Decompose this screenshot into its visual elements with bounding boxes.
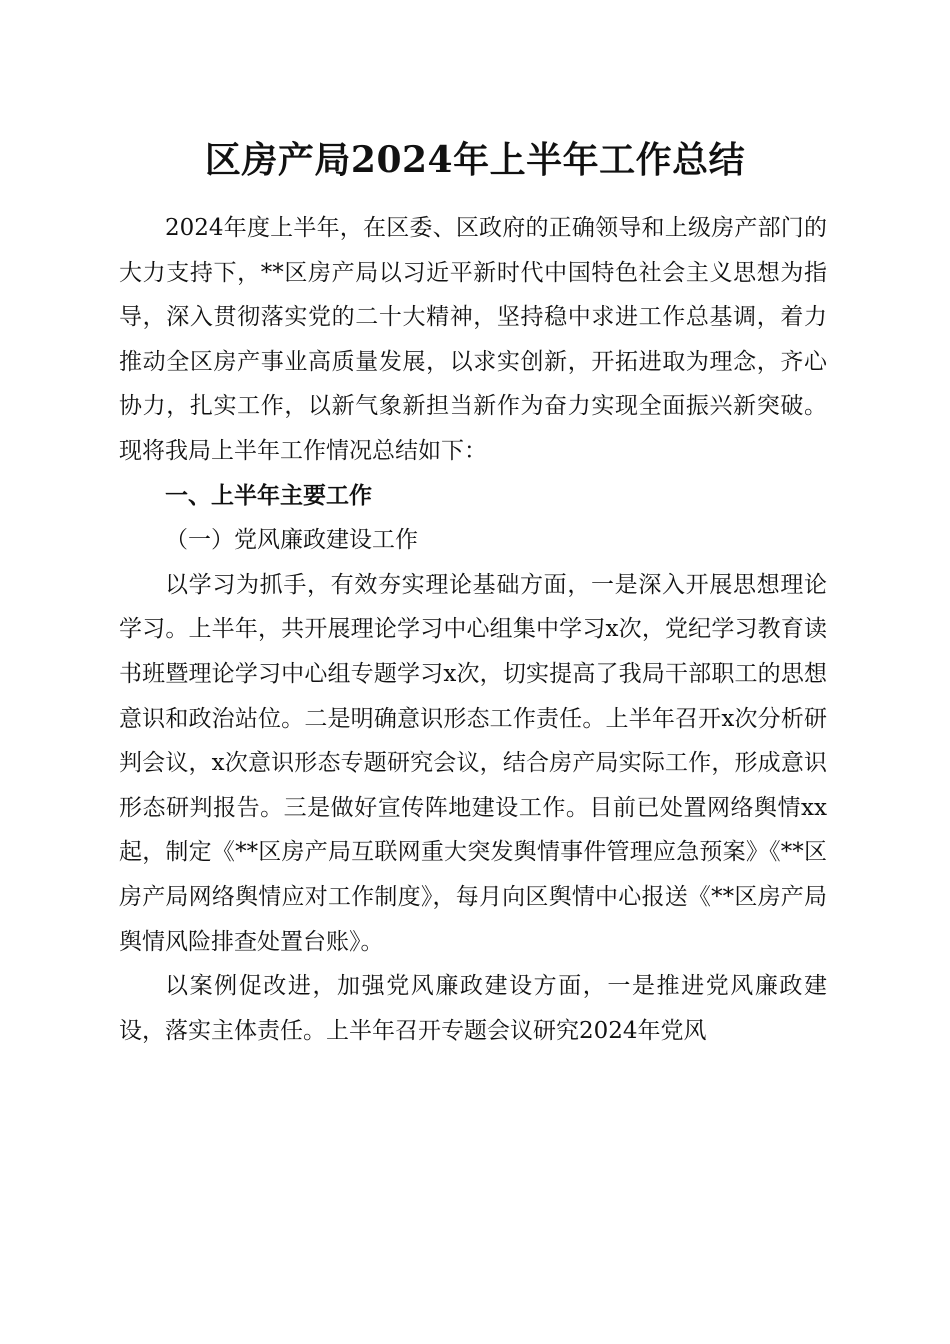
document-body bbox=[119, 206, 827, 1053]
document-title: 区房产局2024年上半年工作总结 bbox=[204, 139, 746, 181]
subsection-heading-party-conduct: （一）党风廉政建设工作 bbox=[165, 527, 418, 554]
body-paragraph-study: 以学习为抓手，有效夯实理论基础方面，一是深入开展思想理论学习。上半年，共开展理论学习中心组集中学习x次，党纪学习教育读书班暨理论学习中心组专题学习x次，切实提高了我局干部职工的思想意识和政治站位。二是明确意识形态工作责任。上半年召开x次分析研判会议，x次意识形态专题研究会议，结合房产局实际工作，形成意识形态研判报告。三是做好宣传阵地建设工作。目前已处置网络舆情xx起，制定《**区房产局互联网重大突发舆情事件管理应急预案》《**区房产局网络舆情应对工作制度》，每月向区舆情中心报送《**区房产局舆情风险排查处置台账》。 bbox=[119, 571, 827, 955]
body-paragraph-case-improvement: 以案例促改进，加强党风廉政建设方面，一是推进党风廉政建设，落实主体责任。上半年召开专题会议研究2024年党风 bbox=[119, 973, 827, 1044]
section-heading-main-work: 一、上半年主要工作 bbox=[165, 482, 372, 509]
intro-paragraph: 2024年度上半年，在区委、区政府的正确领导和上级房产部门的大力支持下，**区房产局以习近平新时代中国特色社会主义思想为指导，深入贯彻落实党的二十大精神，坚持稳中求进工作总基调，着力推动全区房产事业高质量发展，以求实创新，开拓进取为理念，齐心协力，扎实工作，以新气象新担当新作为奋力实现全面振兴新突破。现将我局上半年工作情况总结如下： bbox=[119, 215, 827, 464]
